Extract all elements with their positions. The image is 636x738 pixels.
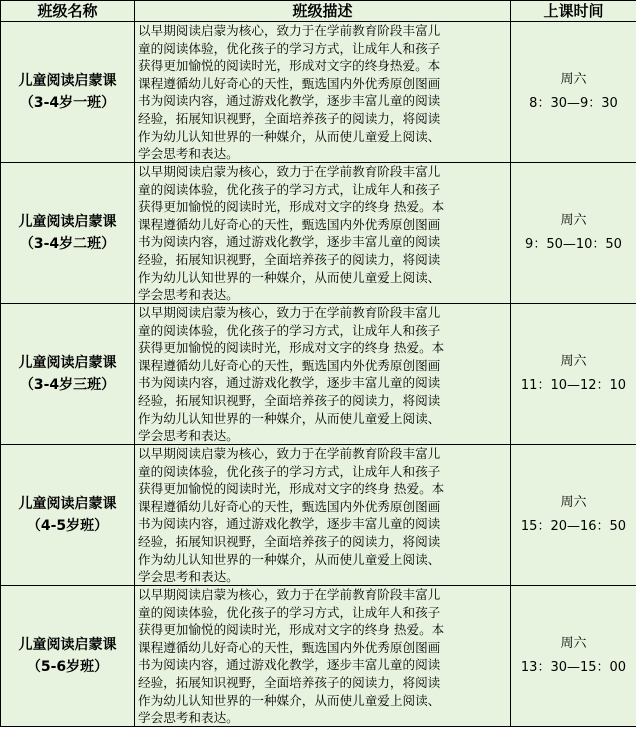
class-time: 9：50—10：50 — [525, 237, 622, 252]
class-time-cell — [511, 304, 636, 445]
class-time-cell — [511, 445, 636, 586]
class-age-group: （3-4岁二班） — [19, 236, 116, 252]
class-day: 周六 — [560, 72, 587, 87]
class-age-group: （5-6岁班） — [26, 659, 109, 675]
class-description: 以早期阅读启蒙为核心，致力于在学前教育阶段丰富儿 童的阅读体验，优化孩子的学习方式，让成年人和孩子 获得更加愉悦的阅读时光，形成对文字的终身 热爱。本 课程遵循幼儿好奇心的天性，甄选国内外优秀原创图画 书为阅读内容，通过游戏化教学，逐步丰富儿童的阅读 经验，拓展知识视野，全面培养孩子的阅读力，将阅读 作为幼儿认知世界的一种媒介，从而使儿童爱上阅读、 学会思考和表达。 — [138, 587, 445, 726]
class-day: 周六 — [560, 213, 587, 228]
table-row — [1, 304, 636, 445]
class-age-group: （4-5岁班） — [26, 518, 109, 534]
class-name-cell — [1, 445, 135, 586]
class-description-cell — [135, 445, 511, 586]
header-class-time: 上课时间 — [511, 1, 636, 22]
class-day: 周六 — [560, 495, 587, 510]
class-name: 儿童阅读启蒙课 — [18, 355, 117, 371]
header-class-name: 班级名称 — [1, 1, 135, 22]
class-description-cell — [135, 304, 511, 445]
class-description-cell — [135, 163, 511, 304]
table-row — [1, 586, 636, 727]
class-description-cell — [135, 586, 511, 727]
class-time-cell — [511, 163, 636, 304]
class-name: 儿童阅读启蒙课 — [18, 214, 117, 230]
table-row — [1, 445, 636, 586]
class-name: 儿童阅读启蒙课 — [18, 73, 117, 89]
table-row — [1, 163, 636, 304]
class-time: 8：30—9：30 — [529, 96, 618, 111]
class-name-cell — [1, 163, 135, 304]
class-time: 11：10—12：10 — [520, 378, 627, 393]
class-name-cell — [1, 22, 135, 163]
class-time-cell — [511, 22, 636, 163]
class-name-cell — [1, 304, 135, 445]
class-age-group: （3-4岁三班） — [19, 377, 116, 393]
class-description: 以早期阅读启蒙为核心，致力于在学前教育阶段丰富儿 童的阅读体验，优化孩子的学习方式，让成年人和孩子 获得更加愉悦的阅读时光，形成对文字的终身 热爱。本 课程遵循幼儿好奇心的天性，甄选国内外优秀原创图画 书为阅读内容，通过游戏化教学，逐步丰富儿童的阅读 经验，拓展知识视野，全面培养孩子的阅读力，将阅读 作为幼儿认知世界的一种媒介，从而使儿童爱上阅读、 学会思考和表达。 — [138, 446, 445, 585]
class-description: 以早期阅读启蒙为核心，致力于在学前教育阶段丰富儿 童的阅读体验，优化孩子的学习方式，让成年人和孩子 获得更加愉悦的阅读时光，形成对文字的终身 热爱。本 课程遵循幼儿好奇心的天性，甄选国内外优秀原创图画 书为阅读内容，通过游戏化教学，逐步丰富儿童的阅读 经验，拓展知识视野，全面培养孩子的阅读力，将阅读 作为幼儿认知世界的一种媒介，从而使儿童爱上阅读、 学会思考和表达。 — [138, 305, 445, 444]
header-class-description: 班级描述 — [135, 1, 511, 22]
class-time-cell — [511, 586, 636, 727]
class-day: 周六 — [560, 354, 587, 369]
class-age-group: （3-4岁一班） — [19, 95, 116, 111]
class-day: 周六 — [560, 636, 587, 651]
class-description: 以早期阅读启蒙为核心，致力于在学前教育阶段丰富儿 童的阅读体验，优化孩子的学习方式，让成年人和孩子 获得更加愉悦的阅读时光，形成对文字的终身热爱。本 课程遵循幼儿好奇心的天性，甄选国内外优秀原创图画 书为阅读内容，通过游戏化教学，逐步丰富儿童的阅读 经验，拓展知识视野，全面培养孩子的阅读力，将阅读 作为幼儿认知世界的一种媒介，从而使儿童爱上阅读、 学会思考和表达。 — [138, 23, 441, 162]
class-description: 以早期阅读启蒙为核心，致力于在学前教育阶段丰富儿 童的阅读体验，优化孩子的学习方式，让成年人和孩子 获得更加愉悦的阅读时光，形成对文字的终身 热爱。本 课程遵循幼儿好奇心的天性，甄选国内外优秀原创图画 书为阅读内容，通过游戏化教学，逐步丰富儿童的阅读 经验，拓展知识视野，全面培养孩子的阅读力，将阅读 作为幼儿认知世界的一种媒介，从而使儿童爱上阅读、 学会思考和表达。 — [138, 164, 445, 303]
table-row — [1, 22, 636, 163]
class-name: 儿童阅读启蒙课 — [18, 496, 117, 512]
table-header-row — [1, 1, 636, 22]
class-time: 15：20—16：50 — [520, 519, 627, 534]
class-description-cell — [135, 22, 511, 163]
class-name-cell — [1, 586, 135, 727]
class-time: 13：30—15：00 — [520, 660, 627, 675]
class-name: 儿童阅读启蒙课 — [18, 637, 117, 653]
